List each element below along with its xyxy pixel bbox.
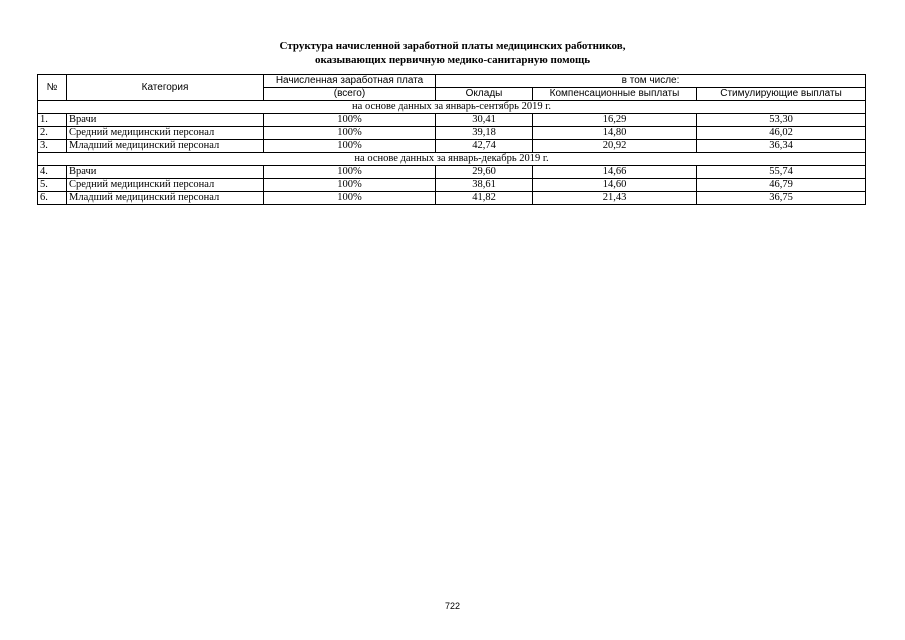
table-row xyxy=(38,127,866,140)
table-body xyxy=(38,101,866,205)
row-salaries: 41,82 xyxy=(436,192,533,205)
header-salaries: Оклады xyxy=(436,88,533,101)
row-compensation: 14,60 xyxy=(533,179,697,192)
row-category: Средний медицинский персонал xyxy=(67,179,264,192)
row-salaries: 30,41 xyxy=(436,114,533,127)
table-row xyxy=(38,114,866,127)
row-num: 5. xyxy=(38,179,67,192)
row-category: Младший медицинский персонал xyxy=(67,192,264,205)
row-salaries: 29,60 xyxy=(436,166,533,179)
row-incentive: 36,34 xyxy=(697,140,866,153)
row-incentive: 46,79 xyxy=(697,179,866,192)
header-accrued-line2: (всего) xyxy=(264,88,436,101)
header-including: в том числе: xyxy=(436,75,866,88)
header-category: Категория xyxy=(67,75,264,101)
header-accrued-line1: Начисленная заработная плата xyxy=(264,75,436,88)
table-row xyxy=(38,192,866,205)
row-compensation: 21,43 xyxy=(533,192,697,205)
header-compensation: Компенсационные выплаты xyxy=(533,88,697,101)
row-total: 100% xyxy=(264,114,436,127)
salary-structure-table xyxy=(37,74,866,205)
row-total: 100% xyxy=(264,127,436,140)
row-category: Врачи xyxy=(67,114,264,127)
section-row xyxy=(38,153,866,166)
section-label: на основе данных за январь-сентябрь 2019 г. xyxy=(38,101,866,114)
row-total: 100% xyxy=(264,140,436,153)
row-num: 6. xyxy=(38,192,67,205)
row-incentive: 53,30 xyxy=(697,114,866,127)
document-title xyxy=(0,39,905,67)
header-num: № xyxy=(38,75,67,101)
table-row xyxy=(38,179,866,192)
table-row xyxy=(38,166,866,179)
row-compensation: 14,66 xyxy=(533,166,697,179)
row-category: Врачи xyxy=(67,166,264,179)
row-total: 100% xyxy=(264,192,436,205)
title-line-1: Структура начисленной заработной платы медицинских работников, xyxy=(279,40,626,52)
page-number: 722 xyxy=(444,601,461,611)
row-incentive: 36,75 xyxy=(697,192,866,205)
row-total: 100% xyxy=(264,179,436,192)
section-label: на основе данных за январь-декабрь 2019 г. xyxy=(38,153,866,166)
table-header xyxy=(38,75,866,101)
row-category: Младший медицинский персонал xyxy=(67,140,264,153)
row-incentive: 46,02 xyxy=(697,127,866,140)
row-compensation: 14,80 xyxy=(533,127,697,140)
row-category: Средний медицинский персонал xyxy=(67,127,264,140)
row-incentive: 55,74 xyxy=(697,166,866,179)
section-row xyxy=(38,101,866,114)
title-line-2: оказывающих первичную медико-санитарную помощь xyxy=(314,54,591,66)
row-num: 2. xyxy=(38,127,67,140)
row-salaries: 38,61 xyxy=(436,179,533,192)
row-compensation: 20,92 xyxy=(533,140,697,153)
row-num: 3. xyxy=(38,140,67,153)
row-total: 100% xyxy=(264,166,436,179)
row-num: 1. xyxy=(38,114,67,127)
row-salaries: 42,74 xyxy=(436,140,533,153)
table-row xyxy=(38,140,866,153)
row-compensation: 16,29 xyxy=(533,114,697,127)
row-num: 4. xyxy=(38,166,67,179)
row-salaries: 39,18 xyxy=(436,127,533,140)
header-incentive: Стимулирующие выплаты xyxy=(697,88,866,101)
